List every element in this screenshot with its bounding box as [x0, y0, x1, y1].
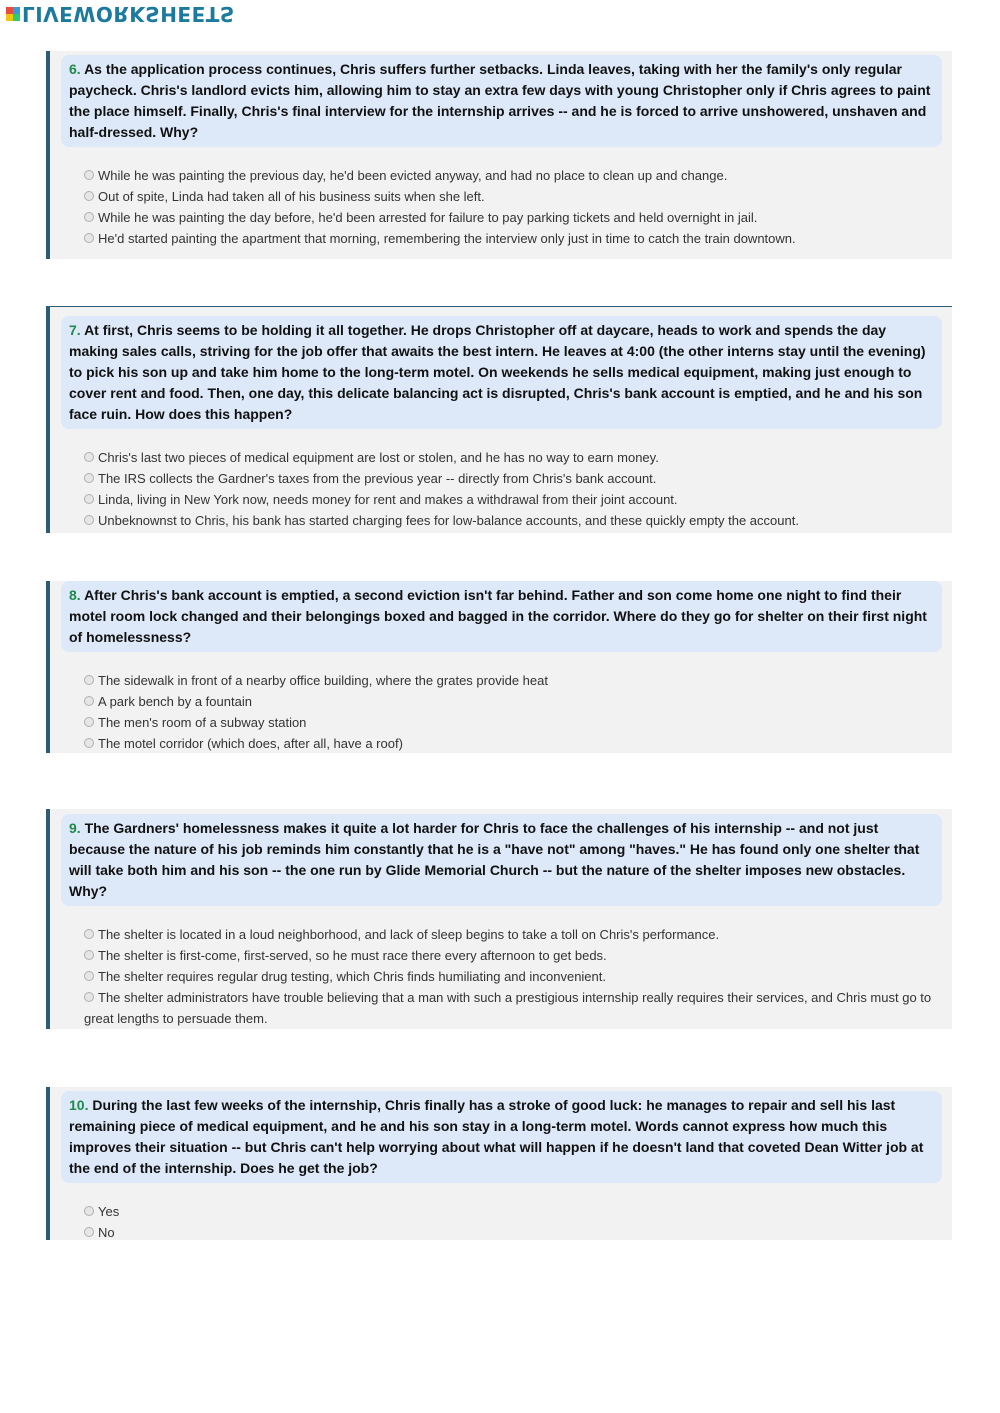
answer-option[interactable]: Linda, living in New York now, needs money for rent and makes a withdrawal from their joint account.	[84, 489, 938, 510]
answer-option[interactable]: Unbeknownst to Chris, his bank has started charging fees for low-balance accounts, and these quickly empty the account.	[84, 510, 938, 531]
radio-button-icon[interactable]	[84, 929, 94, 939]
radio-button-icon[interactable]	[84, 696, 94, 706]
radio-button-icon[interactable]	[84, 233, 94, 243]
question-text	[61, 316, 942, 429]
radio-button-icon[interactable]	[84, 452, 94, 462]
answer-option[interactable]: Out of spite, Linda had taken all of his business suits when she left.	[84, 186, 938, 207]
radio-button-icon[interactable]	[84, 717, 94, 727]
answer-option[interactable]: The shelter requires regular drug testing, which Chris finds humiliating and inconvenient.	[84, 966, 938, 987]
question-number: 10.	[69, 1097, 89, 1113]
radio-button-icon[interactable]	[84, 170, 94, 180]
radio-button-icon[interactable]	[84, 1206, 94, 1216]
radio-button-icon[interactable]	[84, 212, 94, 222]
radio-button-icon[interactable]	[84, 515, 94, 525]
answer-option[interactable]: Chris's last two pieces of medical equipment are lost or stolen, and he has no way to earn money.	[84, 447, 938, 468]
question-card-6	[46, 51, 952, 259]
answer-option[interactable]: The motel corridor (which does, after all, have a roof)	[84, 733, 938, 754]
radio-button-icon[interactable]	[84, 971, 94, 981]
question-body: At first, Chris seems to be holding it all together. He drops Christopher off at daycare, heads to work and spends the day making sales calls, striving for the job offer that awaits the best intern. He leaves at 4:00 (the other interns stay until the evening) to pick his son up and take him home to the long-term motel. On weekends he sells medical equipment, making just enough to cover rent and food. Then, one day, this delicate balancing act is disrupted, Chris's bank account is emptied, and he and his son face ruin. How does this happen?	[69, 322, 926, 422]
answer-option[interactable]: He'd started painting the apartment that morning, remembering the interview only just in time to catch the train downtown.	[84, 228, 938, 249]
answer-option[interactable]: No	[84, 1222, 938, 1243]
answer-list	[50, 165, 952, 249]
answer-option[interactable]: The shelter is first-come, first-served, so he must race there every afternoon to get beds.	[84, 945, 938, 966]
question-body: During the last few weeks of the internship, Chris finally has a stroke of good luck: he manages to repair and sell his last remaining piece of medical equipment, and he and his son stay in a long-term motel. Words cannot express how much this improves their situation -- but Chris can't help worrying about what will happen if he doesn't land that coveted Dean Witter job at the end of the internship. Does he get the job?	[69, 1097, 924, 1176]
radio-button-icon[interactable]	[84, 1227, 94, 1237]
question-card-9	[46, 809, 952, 1029]
answer-option[interactable]: A park bench by a fountain	[84, 691, 938, 712]
question-body: As the application process continues, Chris suffers further setbacks. Linda leaves, taking with her the family's only regular paycheck. Chris's landlord evicts him, allowing him to stay an extra few days with young Christopher only if Chris agrees to paint the place himself. Finally, Chris's final interview for the internship arrives -- and he is forced to arrive unshowered, unshaven and half-dressed. Why?	[69, 61, 931, 140]
question-text	[61, 581, 942, 652]
answer-option[interactable]: The sidewalk in front of a nearby office building, where the grates provide heat	[84, 670, 938, 691]
radio-button-icon[interactable]	[84, 992, 94, 1002]
question-body: The Gardners' homelessness makes it quite a lot harder for Chris to face the challenges of his internship -- and not just because the nature of his job reminds him constantly that he is a "have not" among "haves." He has found only one shelter that will take both him and his son -- the one run by Glide Memorial Church -- but the nature of the shelter imposes new obstacles. Why?	[69, 820, 920, 899]
answer-option[interactable]: The IRS collects the Gardner's taxes from the previous year -- directly from Chris's bank account.	[84, 468, 938, 489]
question-card-8	[46, 581, 952, 753]
answer-list	[50, 1201, 952, 1243]
question-text	[61, 814, 942, 906]
answer-option[interactable]: The shelter is located in a loud neighborhood, and lack of sleep begins to take a toll on Chris's performance.	[84, 924, 938, 945]
radio-button-icon[interactable]	[84, 473, 94, 483]
liveworksheets-logo	[6, 2, 235, 26]
question-body: After Chris's bank account is emptied, a second eviction isn't far behind. Father and son come home one night to find their motel room lock changed and their belongings boxed and bagged in the corridor. Where do they go for shelter on their first night of homelessness?	[69, 587, 927, 645]
question-number: 9.	[69, 820, 81, 836]
question-number: 6.	[69, 61, 81, 77]
answer-list	[50, 670, 952, 754]
answer-list	[50, 447, 952, 531]
radio-button-icon[interactable]	[84, 950, 94, 960]
logo-icon	[6, 7, 20, 21]
answer-option[interactable]: While he was painting the day before, he'd been arrested for failure to pay parking tickets and held overnight in jail.	[84, 207, 938, 228]
question-number: 7.	[69, 322, 81, 338]
answer-option[interactable]: While he was painting the previous day, he'd been evicted anyway, and had no place to clean up and change.	[84, 165, 938, 186]
radio-button-icon[interactable]	[84, 738, 94, 748]
question-card-10	[46, 1087, 952, 1240]
question-card-7	[46, 306, 952, 533]
answer-option[interactable]: Yes	[84, 1201, 938, 1222]
logo-text: LIVEWORKSHEETS	[22, 2, 235, 26]
radio-button-icon[interactable]	[84, 191, 94, 201]
question-text	[61, 55, 942, 147]
radio-button-icon[interactable]	[84, 494, 94, 504]
answer-option[interactable]: The shelter administrators have trouble believing that a man with such a prestigious internship really requires their services, and Chris must go to great lengths to persuade them.	[84, 990, 932, 1026]
question-text	[61, 1091, 942, 1183]
answer-list	[50, 924, 952, 1029]
radio-button-icon[interactable]	[84, 675, 94, 685]
answer-option[interactable]: The men's room of a subway station	[84, 712, 938, 733]
question-number: 8.	[69, 587, 81, 603]
